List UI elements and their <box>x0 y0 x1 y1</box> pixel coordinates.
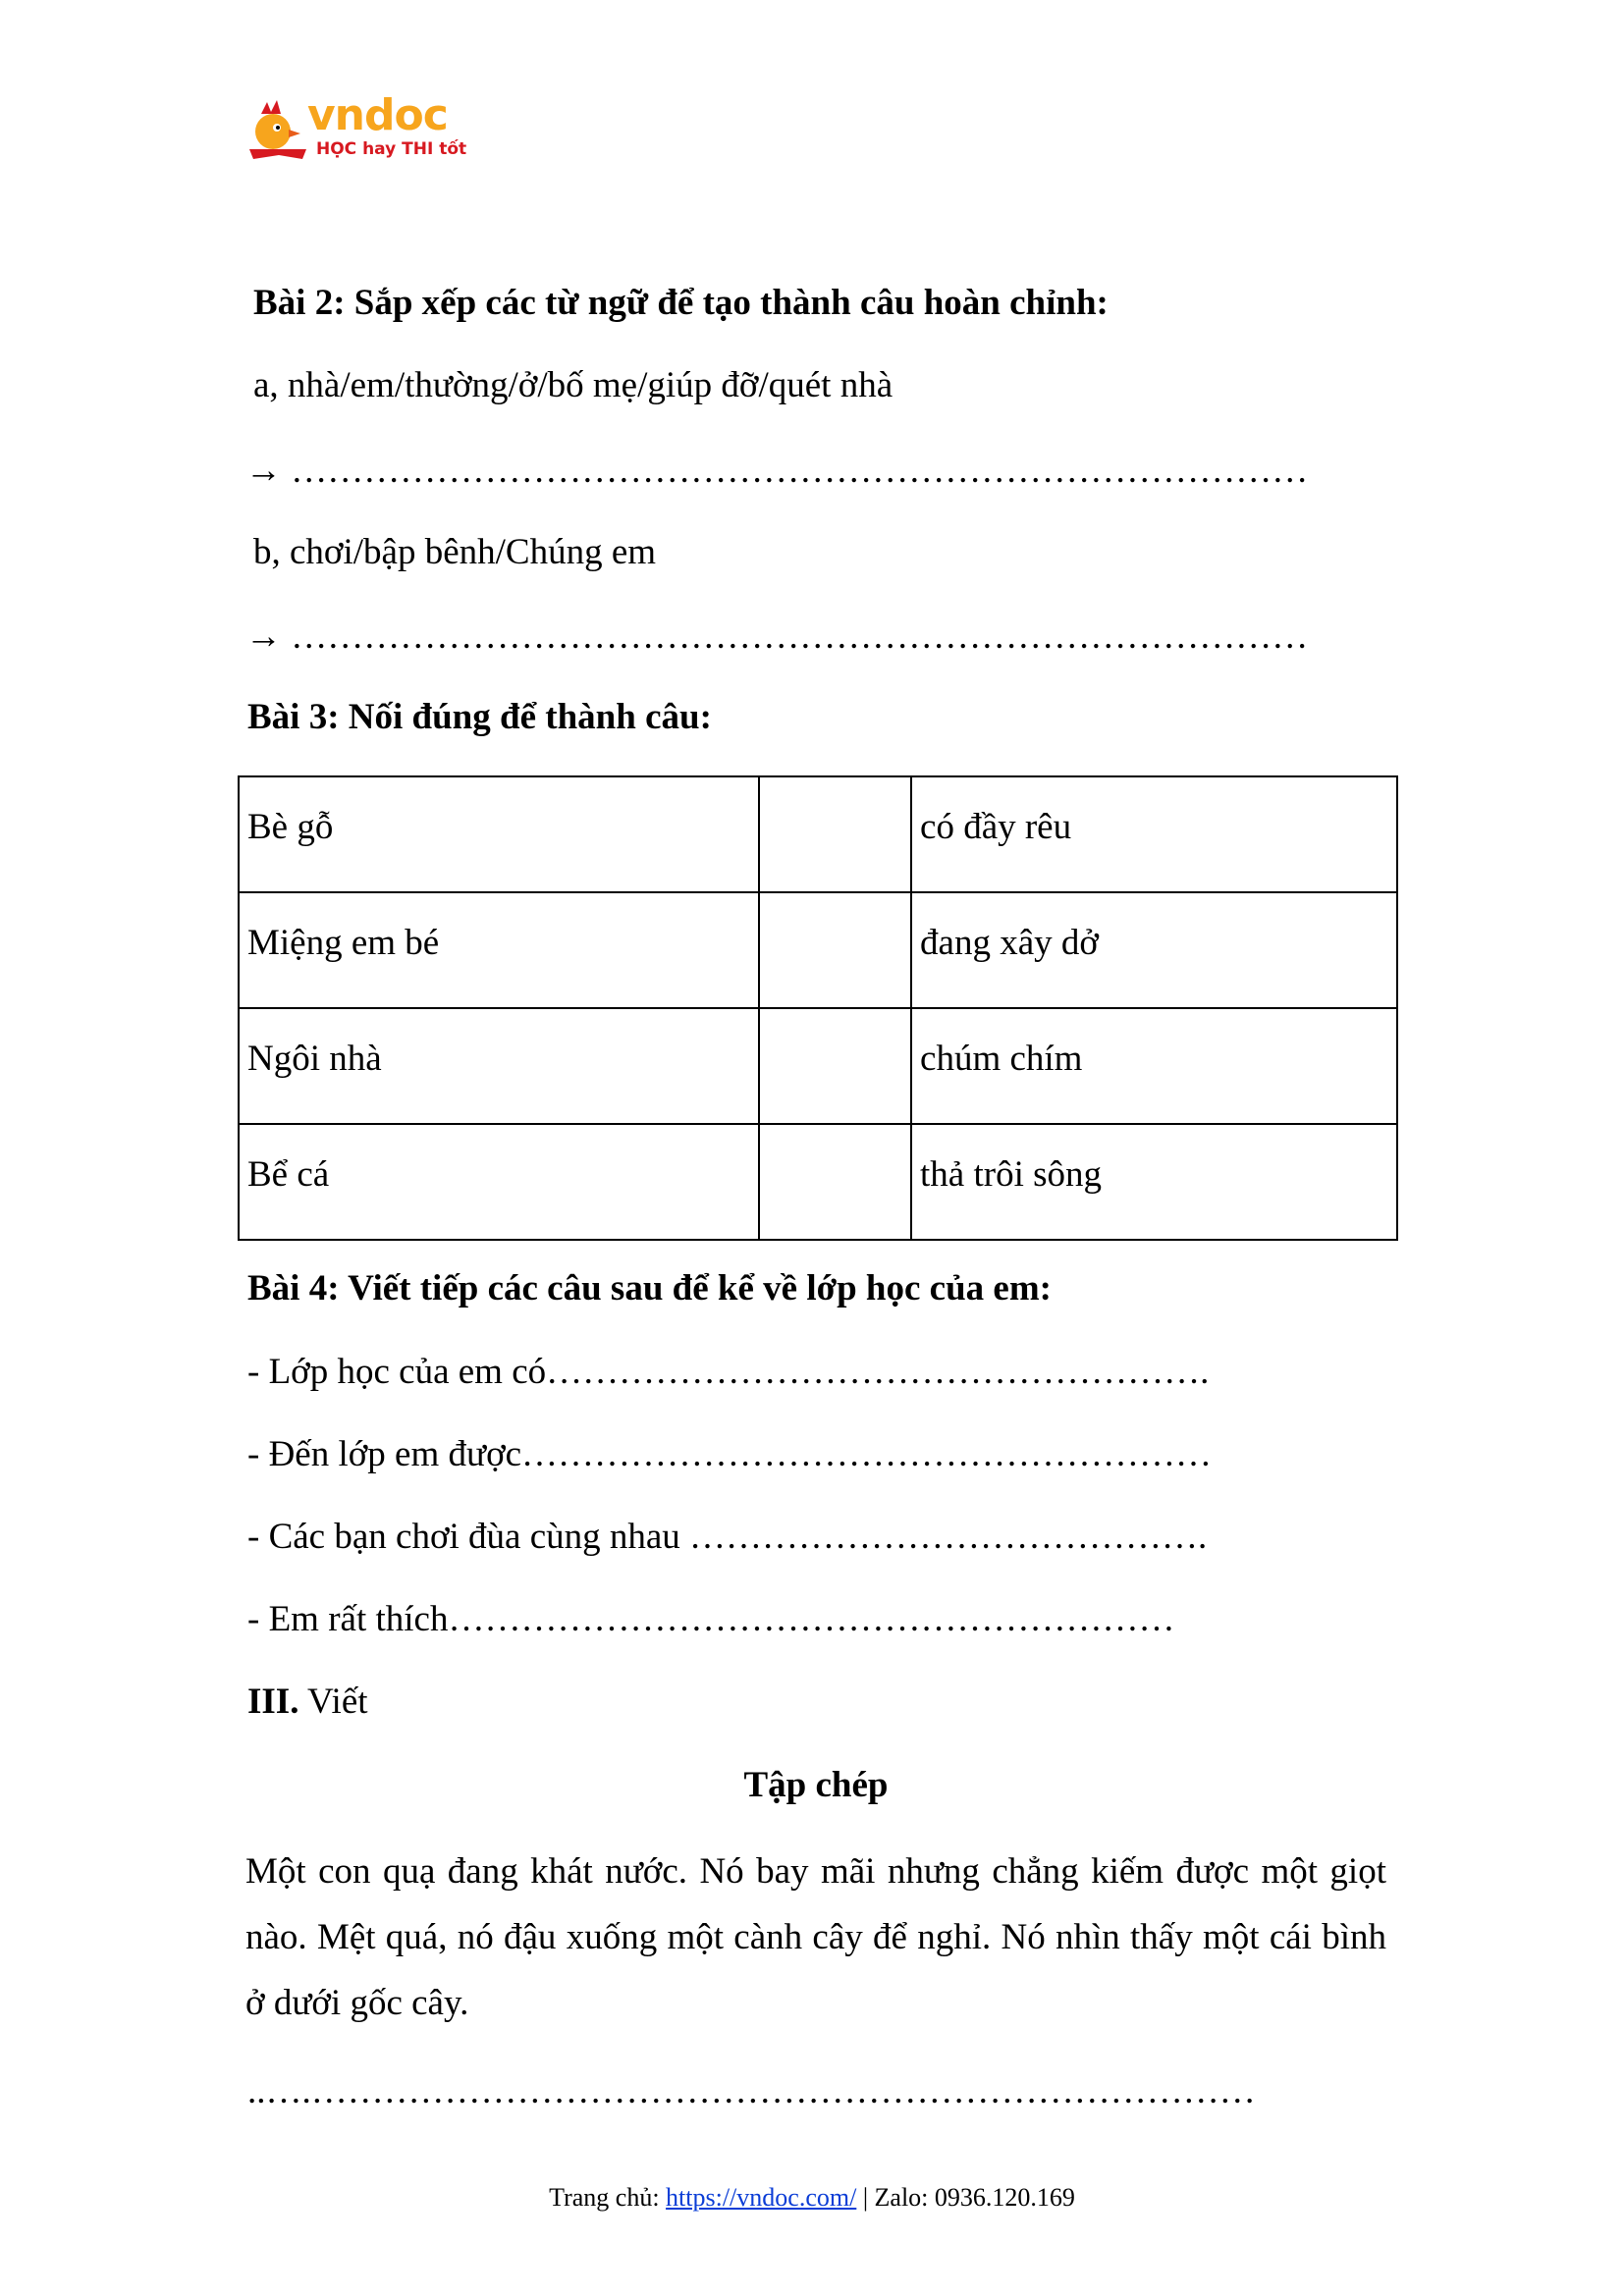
bai3-heading: Bài 3: Nối đúng để thành câu: <box>247 697 712 737</box>
table-row <box>239 776 1397 892</box>
table-row <box>239 892 1397 1008</box>
section-iii-title: Viết <box>307 1682 368 1722</box>
logo-wordmark: vndoc <box>307 90 448 140</box>
bai4-heading: Bài 4: Viết tiếp các câu sau để kể về lớp học của em: <box>247 1268 1052 1308</box>
table-cell-right: chúm chím <box>911 1008 1397 1124</box>
matching-table <box>238 775 1398 1241</box>
logo-tagline: HỌC hay THI tốt <box>316 139 467 159</box>
table-cell-middle <box>759 892 911 1008</box>
page-footer <box>0 2183 1624 2213</box>
table-cell-right: có đầy rêu <box>911 776 1397 892</box>
table-cell-left: Bè gỗ <box>239 776 759 892</box>
footer-contact: | Zalo: 0936.120.169 <box>856 2183 1075 2212</box>
bai2-item-a: a, nhà/em/thường/ở/bố mẹ/giúp đỡ/quét nhà <box>253 365 893 405</box>
bai2-item-b: b, chơi/bập bênh/Chúng em <box>253 532 657 572</box>
table-cell-middle <box>759 1124 911 1240</box>
table-cell-right: thả trôi sông <box>911 1124 1397 1240</box>
vndoc-logo <box>244 90 467 165</box>
bai2-answer-b: → ………………………………………………………………………… <box>245 616 1309 657</box>
bai4-line-3: - Các bạn chơi đùa cùng nhau ……………………………………. <box>247 1517 1208 1557</box>
table-cell-right: đang xây dở <box>911 892 1397 1008</box>
table-row <box>239 1124 1397 1240</box>
table-cell-middle <box>759 776 911 892</box>
section-iii-heading <box>247 1681 368 1724</box>
bai2-heading: Bài 2: Sắp xếp các từ ngữ để tạo thành câu hoàn chỉnh: <box>253 283 1109 323</box>
footer-home-link[interactable]: https://vndoc.com/ <box>666 2183 857 2212</box>
bai2-answer-a: → ………………………………………………………………………… <box>245 451 1309 491</box>
mascot-chicken-icon <box>244 96 312 165</box>
table-cell-left: Bể cá <box>239 1124 759 1240</box>
tapchep-paragraph: Một con quạ đang khát nước. Nó bay mãi nhưng chẳng kiếm được một giọt nào. Mệt quá, nó đậu xuống một cành cây để nghỉ. Nó nhìn thấy một cái bình ở dưới gốc cây. <box>245 1851 1386 2023</box>
table-cell-middle <box>759 1008 911 1124</box>
table-cell-left: Miệng em bé <box>239 892 759 1008</box>
bai4-line-2: - Đến lớp em được………………………………………………… <box>247 1434 1213 1474</box>
footer-prefix: Trang chủ: <box>549 2183 667 2212</box>
table-row <box>239 1008 1397 1124</box>
bai4-line-4: - Em rất thích…………………………………………………… <box>247 1599 1175 1639</box>
bai4-line-1: - Lớp học của em có………………………………………………. <box>247 1352 1210 1392</box>
table-cell-left: Ngôi nhà <box>239 1008 759 1124</box>
section-iii-label: III. <box>247 1682 299 1722</box>
tapchep-answer-line: ..….…………………………………………………………………… <box>247 2071 1256 2111</box>
tapchep-title: Tập chép <box>743 1765 889 1805</box>
